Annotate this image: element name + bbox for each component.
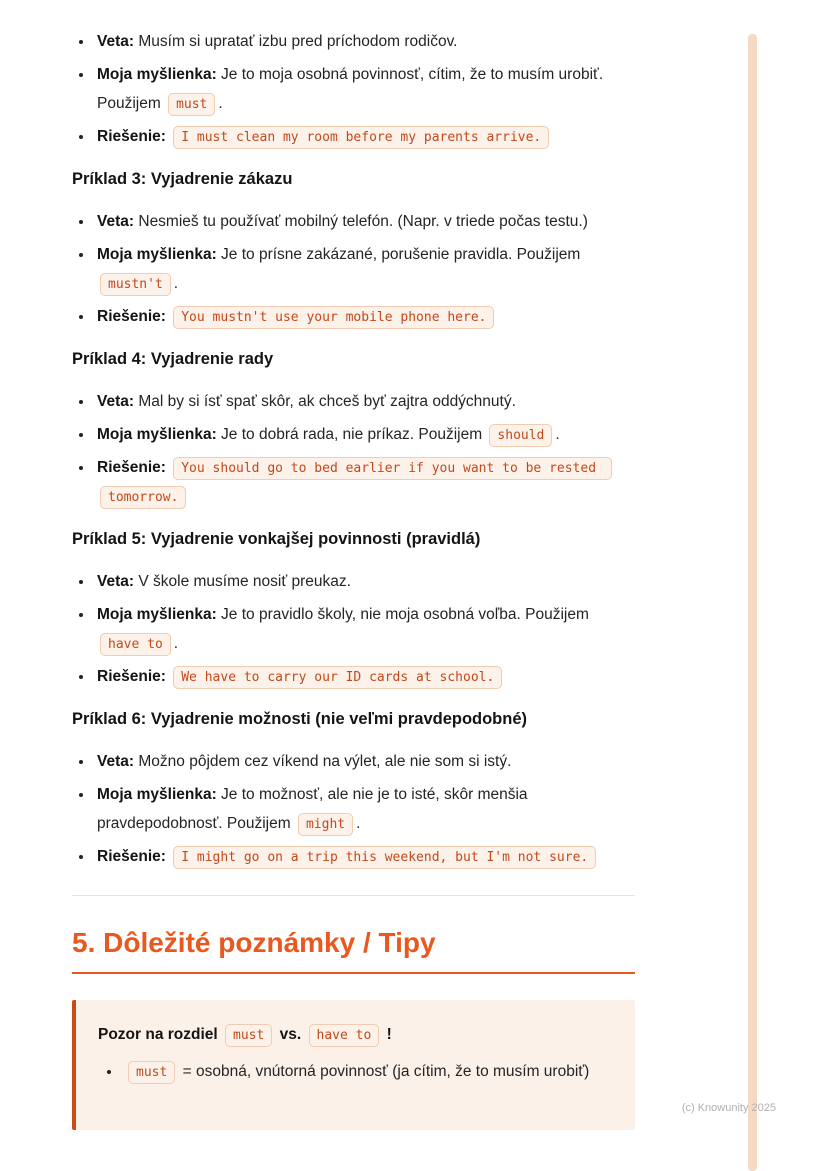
bullet-item [94, 122, 635, 151]
text-run: Mal by si ísť spať skôr, ak chceš byť zajtra oddýchnutý. [134, 393, 516, 410]
text-run: Je to moja osobná povinnosť, cítim, že to musím urobiť. Použijem [97, 66, 604, 112]
bold-label: Riešenie: [97, 848, 166, 865]
bullet-item [94, 302, 635, 331]
bold-label: Veta: [97, 753, 135, 770]
text-run: . [173, 635, 179, 652]
bold-label: Riešenie: [97, 308, 166, 325]
code-chip: must [225, 1024, 272, 1047]
text-run: . [173, 275, 179, 292]
example-bullet-list [72, 387, 635, 511]
text-run: Možno pôjdem cez víkend na výlet, ale nie som si istý. [134, 753, 512, 770]
watermark: (c) Knowunity 2025 [681, 1102, 776, 1114]
code-chip: should [489, 424, 552, 447]
text-run: . [555, 426, 560, 443]
text-run: Je to pravidlo školy, nie moja osobná voľba. Použijem [216, 606, 589, 623]
tip-callout-box [72, 1000, 635, 1130]
text-run: = osobná, vnútorná povinnosť (ja cítim, že to musím urobiť) [178, 1063, 590, 1080]
bold-label: ! [382, 1026, 392, 1043]
text-run: Musím si upratať izbu pred príchodom rodičov. [134, 33, 458, 50]
text-run: Nesmieš tu používať mobilný telefón. (Napr. v triede počas testu.) [134, 213, 588, 230]
bullet-item [94, 60, 635, 118]
text-run: V škole musíme nosiť preukaz. [134, 573, 351, 590]
scrollbar-track[interactable] [748, 34, 757, 1171]
text-run: Je to dobrá rada, nie príkaz. Použijem [216, 426, 487, 443]
code-chip: I must clean my room before my parents arrive. [173, 126, 549, 149]
bold-label: Pozor na rozdiel [98, 1026, 223, 1043]
tips-heading-rule [72, 972, 635, 974]
callout-bullet-list [98, 1057, 611, 1086]
code-chip: We have to carry our ID cards at school. [173, 666, 502, 689]
bold-label: Moja myšlienka: [97, 426, 217, 443]
bullet-item [94, 662, 635, 691]
example-bullet-list [72, 747, 635, 871]
bullet-item [94, 387, 635, 416]
text-run [166, 308, 170, 325]
bullet-item [94, 747, 635, 776]
text-run [166, 128, 170, 145]
bold-label: Veta: [97, 393, 135, 410]
callout-title [98, 1022, 611, 1048]
lead-bullet-list [72, 27, 635, 151]
code-chip: I might go on a trip this weekend, but I'm not sure. [173, 846, 596, 869]
text-run: Je to možnosť, ale nie je to isté, skôr menšia pravdepodobnosť. Použijem [97, 786, 528, 832]
document-content [72, 27, 635, 1130]
bold-label: Moja myšlienka: [97, 786, 217, 803]
code-chip: mustn't [100, 273, 171, 296]
bold-label: vs. [275, 1026, 306, 1043]
bullet-item [94, 420, 635, 449]
code-chip: You mustn't use your mobile phone here. [173, 306, 494, 329]
bold-label: Veta: [97, 33, 135, 50]
bullet-item [94, 780, 635, 838]
code-chip: You should go to bed earlier if you want to be rested tomorrow. [100, 457, 612, 509]
text-run [166, 459, 170, 476]
bold-label: Riešenie: [97, 668, 166, 685]
text-run: . [356, 815, 361, 832]
code-chip: must [128, 1061, 175, 1084]
code-chip: have to [309, 1024, 380, 1047]
bullet-item [94, 842, 635, 871]
bullet-item [94, 207, 635, 236]
bold-label: Veta: [97, 213, 135, 230]
bullet-item [94, 27, 635, 56]
bullet-item [94, 600, 635, 658]
example-sections [72, 168, 635, 871]
tips-heading: 5. Dôležité poznámky / Tipy [72, 927, 436, 958]
bullet-item [94, 240, 635, 298]
example-heading: Príklad 4: Vyjadrenie rady [72, 350, 274, 368]
bold-label: Riešenie: [97, 128, 166, 145]
text-run [166, 848, 170, 865]
code-chip: must [168, 93, 215, 116]
bold-label: Riešenie: [97, 459, 166, 476]
example-bullet-list [72, 567, 635, 691]
example-heading: Príklad 6: Vyjadrenie možnosti (nie veľmi pravdepodobné) [72, 710, 528, 728]
example-heading: Príklad 5: Vyjadrenie vonkajšej povinnosti (pravidlá) [72, 530, 481, 548]
section-divider [72, 895, 635, 896]
text-run: . [218, 95, 223, 112]
text-run: Je to prísne zakázané, porušenie pravidla. Použijem [216, 246, 581, 263]
example-bullet-list [72, 207, 635, 331]
code-chip: have to [100, 633, 171, 656]
example-heading: Príklad 3: Vyjadrenie zákazu [72, 170, 293, 188]
bullet-item [94, 567, 635, 596]
bold-label: Veta: [97, 573, 135, 590]
bullet-item [122, 1057, 611, 1086]
text-run [166, 668, 170, 685]
bold-label: Moja myšlienka: [97, 606, 217, 623]
code-chip: might [298, 813, 353, 836]
bold-label: Moja myšlienka: [97, 246, 217, 263]
bullet-item [94, 453, 635, 511]
bold-label: Moja myšlienka: [97, 66, 217, 83]
